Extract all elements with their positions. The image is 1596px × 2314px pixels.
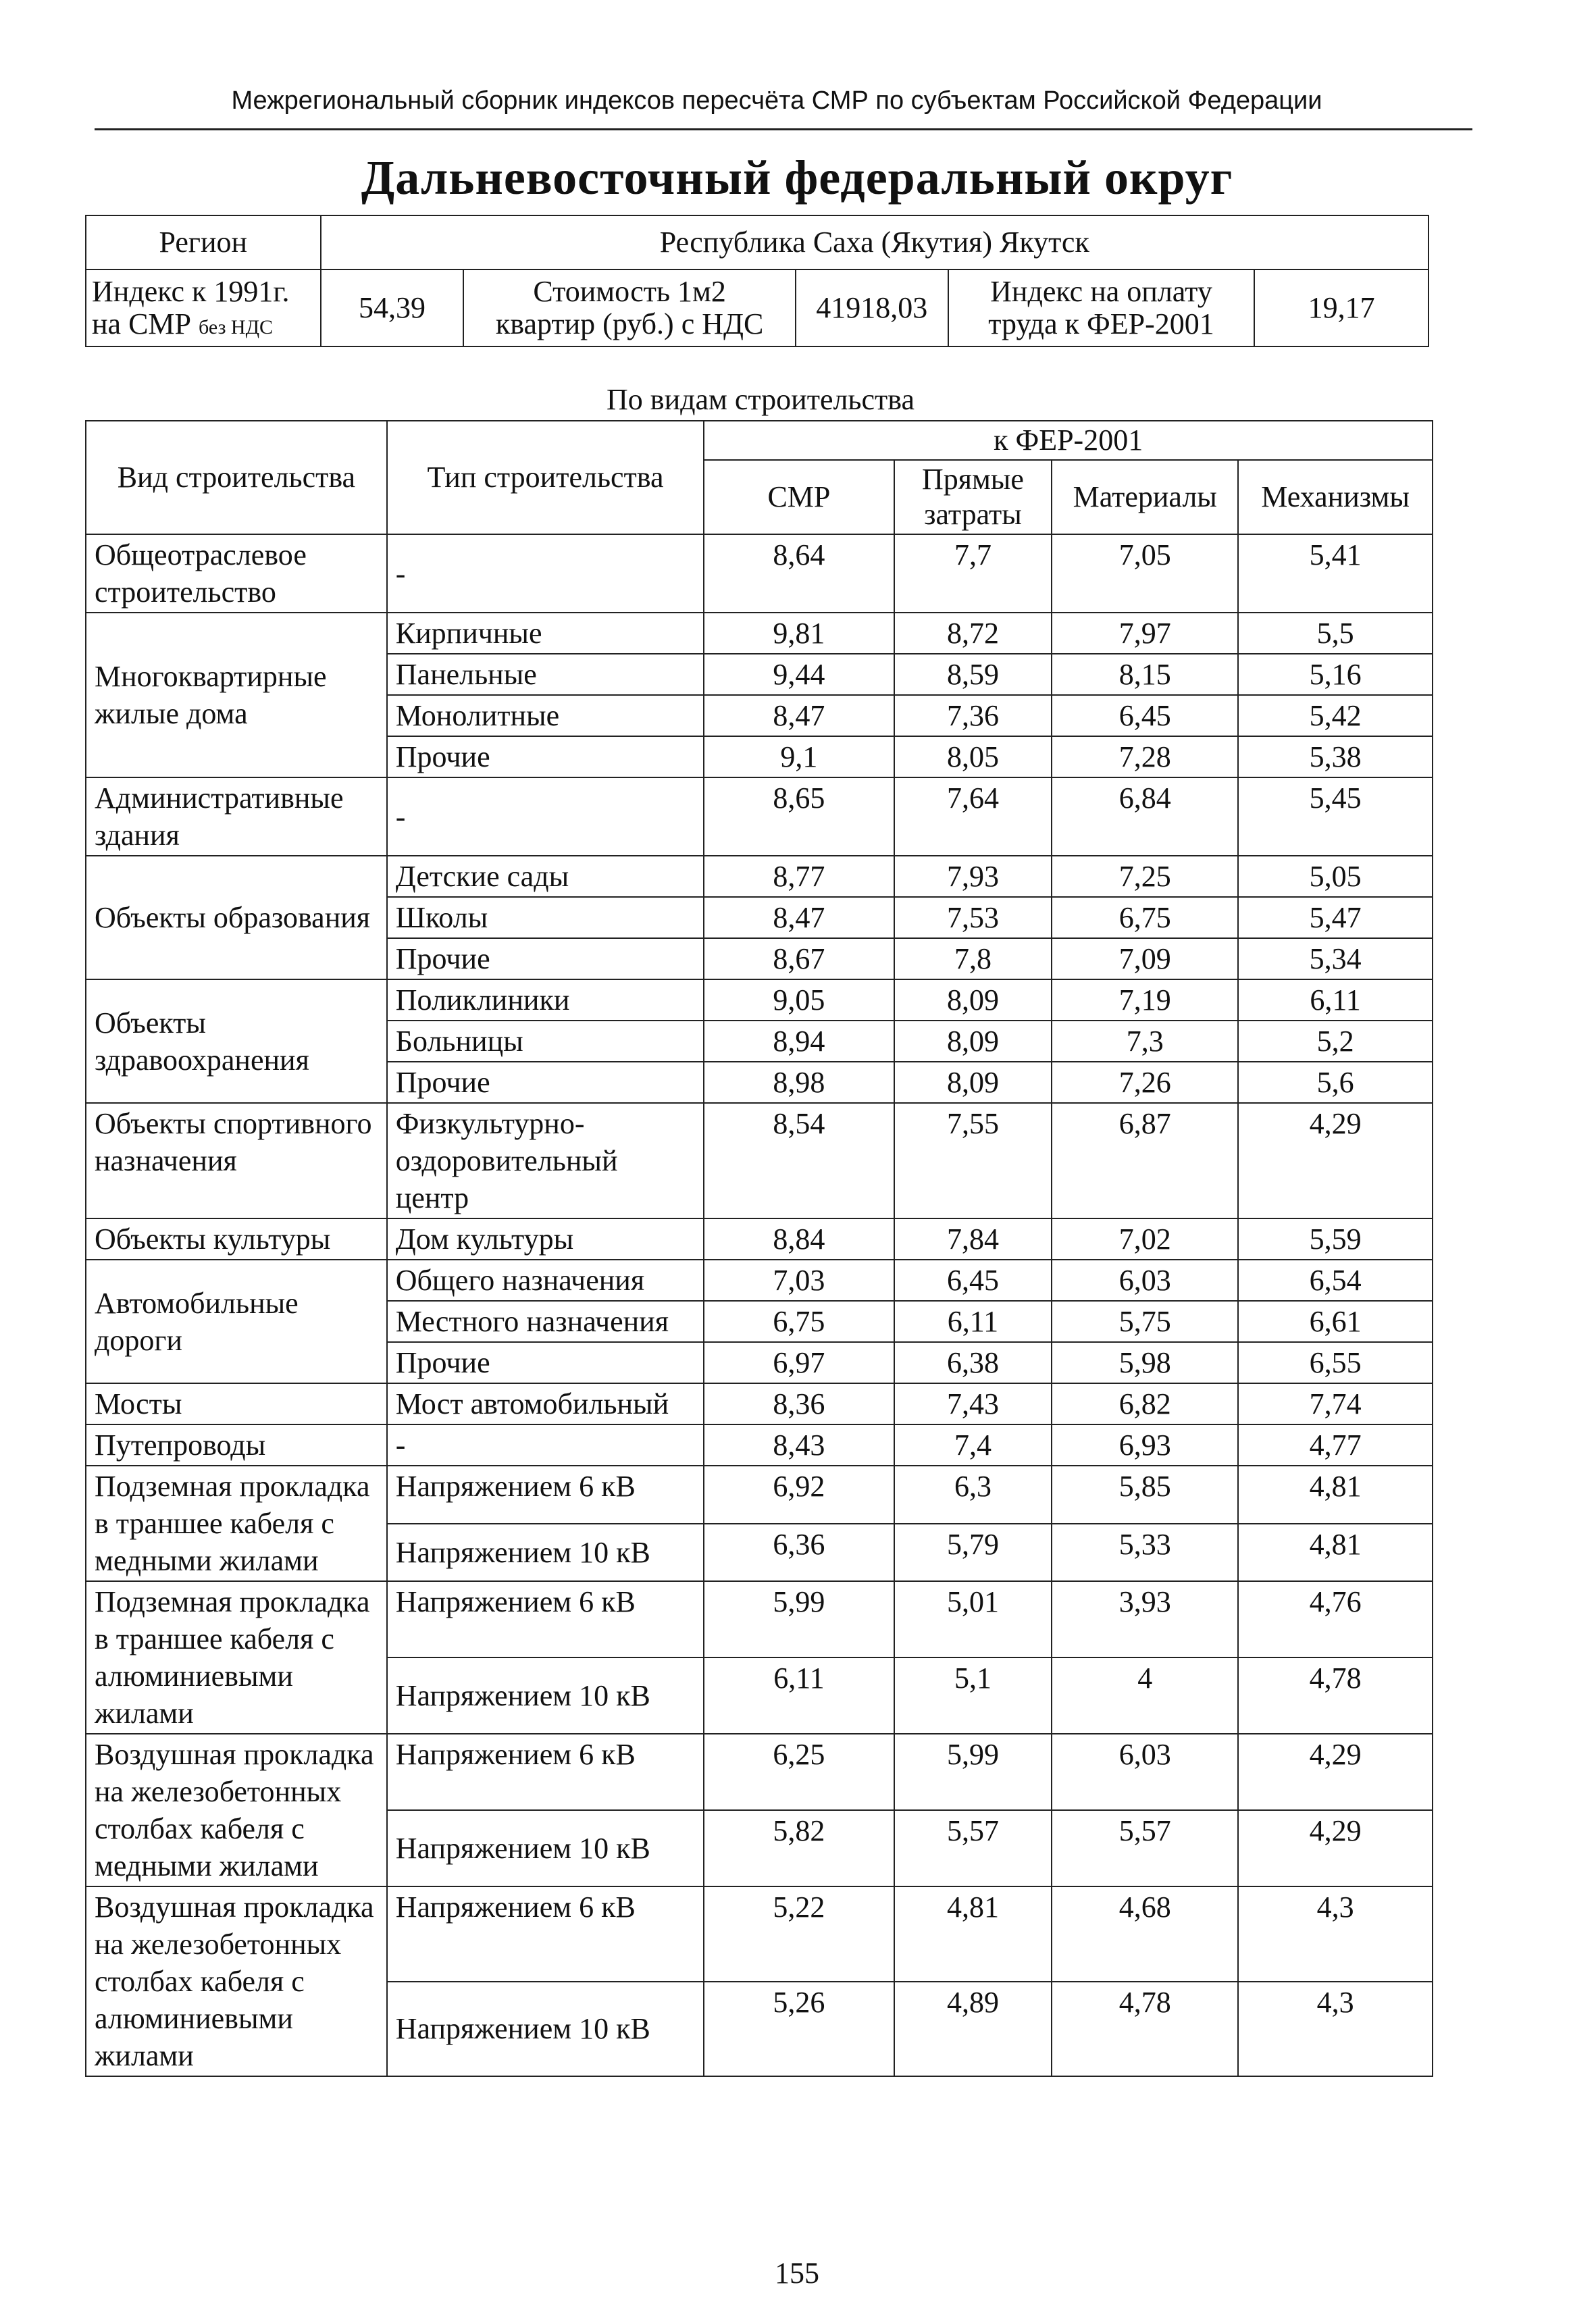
table-row	[86, 1734, 1433, 1810]
table-row	[86, 856, 1433, 897]
mech-cell: 4,81	[1238, 1466, 1433, 1524]
index-label	[86, 269, 321, 346]
pz-cell: 5,99	[894, 1734, 1052, 1810]
pz-cell: 6,45	[894, 1260, 1052, 1301]
smr-cell: 9,05	[704, 979, 894, 1021]
smr-cell: 8,67	[704, 938, 894, 979]
mat-cell: 3,93	[1052, 1581, 1238, 1657]
mech-cell: 5,05	[1238, 856, 1433, 897]
smr-cell: 9,81	[704, 613, 894, 654]
vid-cell: Путепроводы	[86, 1424, 387, 1466]
vid-cell: Объекты здравоохранения	[86, 979, 387, 1103]
region-value: Республика Саха (Якутия) Якутск	[321, 215, 1428, 269]
mat-cell: 6,93	[1052, 1424, 1238, 1466]
mat-cell: 6,82	[1052, 1383, 1238, 1424]
pz-cell: 4,89	[894, 1982, 1052, 2077]
col-header-vid: Вид строительства	[86, 421, 387, 534]
mat-cell: 7,09	[1052, 938, 1238, 979]
vid-cell: Объекты культуры	[86, 1218, 387, 1260]
mat-cell: 5,85	[1052, 1466, 1238, 1524]
pz-cell: 7,93	[894, 856, 1052, 897]
mech-cell: 4,3	[1238, 1982, 1433, 2077]
mat-cell: 4,78	[1052, 1982, 1238, 2077]
tip-cell: Напряжением 6 кВ	[387, 1581, 704, 1657]
mech-cell: 4,3	[1238, 1886, 1433, 1982]
mat-cell: 6,45	[1052, 695, 1238, 736]
tip-cell: Детские сады	[387, 856, 704, 897]
tip-cell: -	[387, 777, 704, 856]
smr-cell: 5,22	[704, 1886, 894, 1982]
mech-cell: 4,29	[1238, 1810, 1433, 1886]
pz-cell: 5,79	[894, 1524, 1052, 1582]
vid-cell: Автомобильные дороги	[86, 1260, 387, 1383]
page-number: 155	[775, 2257, 819, 2290]
mech-cell: 5,38	[1238, 736, 1433, 777]
col-header-mekhanizmy: Механизмы	[1238, 460, 1433, 534]
mech-cell: 5,47	[1238, 897, 1433, 938]
mat-cell: 5,98	[1052, 1342, 1238, 1383]
mech-cell: 5,5	[1238, 613, 1433, 654]
cost-label	[463, 269, 795, 346]
col-header-pryamye: Прямые затраты	[894, 460, 1052, 534]
tip-cell: Школы	[387, 897, 704, 938]
tip-cell: Напряжением 6 кВ	[387, 1466, 704, 1524]
vid-cell: Мосты	[86, 1383, 387, 1424]
vid-cell: Объекты образования	[86, 856, 387, 979]
tip-cell: Поликлиники	[387, 979, 704, 1021]
mat-cell: 6,87	[1052, 1103, 1238, 1218]
page-title: Дальневосточный федеральный округ	[361, 151, 1233, 205]
col-header-materialy: Материалы	[1052, 460, 1238, 534]
smr-cell: 6,25	[704, 1734, 894, 1810]
tip-cell: Напряжением 10 кВ	[387, 1657, 704, 1734]
mat-cell: 5,33	[1052, 1524, 1238, 1582]
vid-cell: Подземная прокладка в траншее кабеля с медными жилами	[86, 1466, 387, 1581]
tip-cell: Физкультурно-оздоровительный центр	[387, 1103, 704, 1218]
smr-cell: 6,36	[704, 1524, 894, 1582]
page-header: Межрегиональный сборник индексов пересчёта СМР по субъектам Российской Федерации	[231, 86, 1322, 115]
cost-value: 41918,03	[796, 269, 948, 346]
pz-cell: 7,53	[894, 897, 1052, 938]
tip-cell: Кирпичные	[387, 613, 704, 654]
mech-cell: 6,54	[1238, 1260, 1433, 1301]
mech-cell: 5,41	[1238, 534, 1433, 613]
mech-cell: 6,61	[1238, 1301, 1433, 1342]
mech-cell: 5,16	[1238, 654, 1433, 695]
table-row	[86, 1466, 1433, 1524]
mat-cell: 6,84	[1052, 777, 1238, 856]
pz-cell: 8,09	[894, 979, 1052, 1021]
mat-cell: 7,19	[1052, 979, 1238, 1021]
region-table	[85, 215, 1429, 347]
pz-cell: 7,8	[894, 938, 1052, 979]
index-label-line2: на СМР	[92, 307, 192, 340]
tip-cell: Панельные	[387, 654, 704, 695]
tip-cell: Напряжением 6 кВ	[387, 1886, 704, 1982]
table-row	[86, 1103, 1433, 1218]
tip-cell: -	[387, 534, 704, 613]
mech-cell: 5,45	[1238, 777, 1433, 856]
wage-value: 19,17	[1254, 269, 1428, 346]
table-row	[86, 1383, 1433, 1424]
tip-cell: Монолитные	[387, 695, 704, 736]
smr-cell: 8,77	[704, 856, 894, 897]
smr-cell: 6,75	[704, 1301, 894, 1342]
wage-label	[948, 269, 1255, 346]
header-rule	[95, 128, 1472, 130]
smr-cell: 8,54	[704, 1103, 894, 1218]
smr-cell: 6,11	[704, 1657, 894, 1734]
mat-cell: 7,05	[1052, 534, 1238, 613]
mat-cell: 6,03	[1052, 1734, 1238, 1810]
mech-cell: 6,55	[1238, 1342, 1433, 1383]
pz-cell: 7,55	[894, 1103, 1052, 1218]
mat-cell: 6,03	[1052, 1260, 1238, 1301]
smr-cell: 9,1	[704, 736, 894, 777]
pz-cell: 7,36	[894, 695, 1052, 736]
smr-cell: 6,97	[704, 1342, 894, 1383]
smr-cell: 5,26	[704, 1982, 894, 2077]
mech-cell: 5,59	[1238, 1218, 1433, 1260]
smr-cell: 7,03	[704, 1260, 894, 1301]
tip-cell: Мост автомобильный	[387, 1383, 704, 1424]
table-row	[86, 1260, 1433, 1301]
pz-cell: 5,57	[894, 1810, 1052, 1886]
tip-cell: Напряжением 10 кВ	[387, 1982, 704, 2077]
pz-cell: 7,43	[894, 1383, 1052, 1424]
mech-cell: 4,76	[1238, 1581, 1433, 1657]
wage-label-line2: труда к ФЕР-2001	[988, 307, 1214, 340]
smr-cell: 8,47	[704, 897, 894, 938]
mech-cell: 5,6	[1238, 1062, 1433, 1103]
vid-cell: Воздушная прокладка на железобетонных столбах кабеля с алюминиевыми жилами	[86, 1886, 387, 2076]
mat-cell: 8,15	[1052, 654, 1238, 695]
smr-cell: 9,44	[704, 654, 894, 695]
mech-cell: 5,34	[1238, 938, 1433, 979]
pz-cell: 7,7	[894, 534, 1052, 613]
pz-cell: 4,81	[894, 1886, 1052, 1982]
smr-cell: 8,94	[704, 1021, 894, 1062]
smr-cell: 8,98	[704, 1062, 894, 1103]
table-row	[86, 1581, 1433, 1657]
col-header-smr: СМР	[704, 460, 894, 534]
table-row	[86, 613, 1433, 654]
tip-cell: Прочие	[387, 1342, 704, 1383]
mech-cell: 4,29	[1238, 1103, 1433, 1218]
tip-cell: Напряжением 10 кВ	[387, 1810, 704, 1886]
pz-cell: 8,59	[894, 654, 1052, 695]
cost-label-line1: Стоимость 1м2	[533, 274, 726, 308]
tip-cell: Прочие	[387, 938, 704, 979]
smr-cell: 8,36	[704, 1383, 894, 1424]
smr-cell: 8,65	[704, 777, 894, 856]
smr-cell: 6,92	[704, 1466, 894, 1524]
pz-cell: 8,09	[894, 1062, 1052, 1103]
tip-cell: -	[387, 1424, 704, 1466]
pz-cell: 6,3	[894, 1466, 1052, 1524]
mat-cell: 7,3	[1052, 1021, 1238, 1062]
smr-cell: 8,47	[704, 695, 894, 736]
mech-cell: 5,2	[1238, 1021, 1433, 1062]
mech-cell: 4,78	[1238, 1657, 1433, 1734]
tip-cell: Напряжением 6 кВ	[387, 1734, 704, 1810]
mech-cell: 7,74	[1238, 1383, 1433, 1424]
vid-cell: Подземная прокладка в траншее кабеля с алюминиевыми жилами	[86, 1581, 387, 1734]
mat-cell: 6,75	[1052, 897, 1238, 938]
col-header-tip: Тип строительства	[387, 421, 704, 534]
vid-cell: Воздушная прокладка на железобетонных столбах кабеля с медными жилами	[86, 1734, 387, 1886]
index-label-line1: Индекс к 1991г.	[92, 274, 290, 308]
smr-cell: 8,43	[704, 1424, 894, 1466]
pz-cell: 8,72	[894, 613, 1052, 654]
pz-cell: 7,4	[894, 1424, 1052, 1466]
table-row	[86, 777, 1433, 856]
mech-cell: 5,42	[1238, 695, 1433, 736]
pz-cell: 7,84	[894, 1218, 1052, 1260]
tip-cell: Дом культуры	[387, 1218, 704, 1260]
mat-cell: 4	[1052, 1657, 1238, 1734]
table-row	[86, 1886, 1433, 1982]
tip-cell: Напряжением 10 кВ	[387, 1524, 704, 1582]
vid-cell: Многоквартирные жилые дома	[86, 613, 387, 777]
mat-cell: 7,97	[1052, 613, 1238, 654]
vid-cell: Общеотраслевое строительство	[86, 534, 387, 613]
table-row	[86, 979, 1433, 1021]
smr-cell: 5,82	[704, 1810, 894, 1886]
tip-cell: Местного назначения	[387, 1301, 704, 1342]
mat-cell: 7,25	[1052, 856, 1238, 897]
pz-cell: 5,01	[894, 1581, 1052, 1657]
mech-cell: 4,29	[1238, 1734, 1433, 1810]
mat-cell: 7,26	[1052, 1062, 1238, 1103]
tip-cell: Больницы	[387, 1021, 704, 1062]
pz-cell: 6,11	[894, 1301, 1052, 1342]
smr-cell: 8,64	[704, 534, 894, 613]
mech-cell: 4,81	[1238, 1524, 1433, 1582]
index-value: 54,39	[321, 269, 464, 346]
construction-index-table	[85, 420, 1433, 2077]
pz-cell: 7,64	[894, 777, 1052, 856]
region-label: Регион	[86, 215, 321, 269]
table-row	[86, 1424, 1433, 1466]
vid-cell: Объекты спортивного назначения	[86, 1103, 387, 1218]
mat-cell: 5,57	[1052, 1810, 1238, 1886]
tip-cell: Прочие	[387, 1062, 704, 1103]
pz-cell: 8,05	[894, 736, 1052, 777]
mat-cell: 5,75	[1052, 1301, 1238, 1342]
pz-cell: 6,38	[894, 1342, 1052, 1383]
mech-cell: 4,77	[1238, 1424, 1433, 1466]
pz-cell: 5,1	[894, 1657, 1052, 1734]
table-row	[86, 1218, 1433, 1260]
tip-cell: Общего назначения	[387, 1260, 704, 1301]
mat-cell: 7,28	[1052, 736, 1238, 777]
cost-label-line2: квартир (руб.) с НДС	[495, 307, 764, 340]
mat-cell: 7,02	[1052, 1218, 1238, 1260]
index-label-small: без НДС	[199, 316, 274, 338]
mech-cell: 6,11	[1238, 979, 1433, 1021]
smr-cell: 5,99	[704, 1581, 894, 1657]
mat-cell: 4,68	[1052, 1886, 1238, 1982]
table-subtitle: По видам строительства	[607, 383, 915, 416]
smr-cell: 8,84	[704, 1218, 894, 1260]
wage-label-line1: Индекс на оплату	[990, 274, 1212, 308]
table-row	[86, 534, 1433, 613]
pz-cell: 8,09	[894, 1021, 1052, 1062]
vid-cell: Административные здания	[86, 777, 387, 856]
tip-cell: Прочие	[387, 736, 704, 777]
col-header-group: к ФЕР-2001	[704, 421, 1433, 460]
